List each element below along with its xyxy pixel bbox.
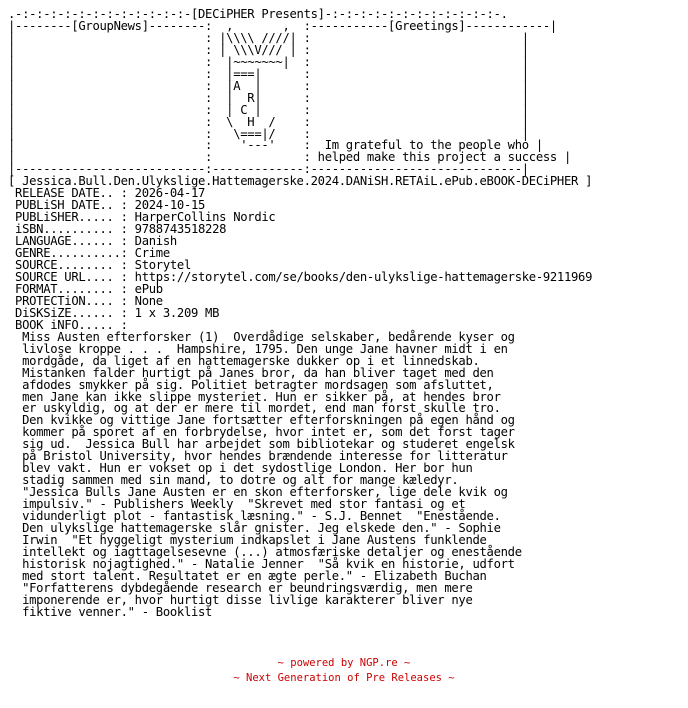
nfo-line: Mistanken falder hurtigt på Janes bror, da han bliver taget med den: [8, 365, 494, 380]
nfo-text-block: [8, 9, 592, 619]
nfo-line: imponerende er, hvor hurtigt disse livlige karakterer bliver nye: [8, 592, 473, 607]
nfo-line: "Jessica Bulls Jane Austen er en skon efterforsker, lige dele kvik og: [8, 485, 508, 500]
nfo-line: |--------[GroupNews]--------: , , :-----------[Greetings]------------|: [8, 18, 557, 33]
nfo-line: PUBLiSHER..... : HarperCollins Nordic: [8, 210, 276, 225]
nfo-line: på Bristol University, hvor hendes brændende interesse for litteratur: [8, 449, 508, 464]
nfo-line: men Jane kan ikke slippe mysteriet. Hun er sikker på, at hendes bror: [8, 389, 501, 404]
nfo-line: livlose kroppe . . . Hampshire, 1795. Den unge Jane havner midt i en: [8, 341, 508, 356]
nfo-line: | : | C | : |: [8, 102, 529, 117]
nfo-line: vidunderligt plot - fantastisk læsning." - S.J. Bennet "Enestående.: [8, 509, 501, 524]
nfo-line: |---------------------------:-------------:------------------------------|: [8, 162, 529, 177]
nfo-line: impulsiv." - Publishers Weekly "Skrevet med stor fantasi og et: [8, 497, 466, 512]
nfo-line: mordgåde, da liget af en hattemagerske dukker op i et linnedskab.: [8, 353, 480, 368]
nfo-line: RELEASE DATE.. : 2026-04-17: [8, 186, 206, 201]
nfo-line: Irwin "Et hyggeligt mysterium indkapslet i Jane Austens funklende: [8, 532, 487, 547]
nfo-line: | : |===| : |: [8, 66, 529, 81]
nfo-line: Den ulykslige hattemagerske slår gnister. Jeg elskede den." - Sophie: [8, 520, 501, 535]
nfo-line: | : | \\\V/// | : |: [8, 42, 529, 57]
nfo-line: stadig sammen med sin mand, to dotre og alt for mange kæledyr.: [8, 473, 459, 488]
nfo-line: iSBN.......... : 9788743518228: [8, 222, 227, 237]
nfo-line: er uskyldig, og at der er mere til mordet, end man forst skulle tro.: [8, 401, 501, 416]
nfo-line: "Forfatterens dybdegående research er beundringsværdig, men mere: [8, 580, 473, 595]
nfo-line: intellekt og iagttagelsesevne (...) atmosfæriske detaljer og enestående: [8, 544, 522, 559]
nfo-line: historisk nojagtighed." - Natalie Jenner "Så kvik en historie, udfort: [8, 556, 515, 571]
nfo-line: FORMAT........ : ePub: [8, 281, 163, 296]
nfo-line: .-:-:-:-:-:-:-:-:-:-:-:-:-[DECiPHER Presents]-:-:-:-:-:-:-:-:-:-:-:-:-.: [8, 7, 508, 21]
nfo-line: | : \ H / : |: [8, 114, 529, 129]
nfo-line: [ Jessica.Bull.Den.Ulykslige.Hattemagerske.2024.DANiSH.RETAiL.ePub.eBOOK-DECiPHER ]: [8, 174, 593, 189]
footer-powered-by: ~ powered by NGP.re ~: [277, 657, 411, 669]
nfo-line: sig ud. Jessica Bull har arbejdet som bibliotekar og studeret engelsk: [8, 437, 515, 452]
nfo-line: PUBLiSH DATE.. : 2024-10-15: [8, 198, 206, 213]
nfo-line: GENRE..........: Crime: [8, 246, 170, 261]
nfo-line: Miss Austen efterforsker (1) Overdådige selskaber, bedårende kyser og: [8, 329, 515, 344]
nfo-line: | : : helped make this project a success |: [8, 150, 572, 165]
nfo-line: | : |~~~~~~~| : |: [8, 54, 529, 69]
nfo-line: PROTECTiON.... : None: [8, 293, 163, 308]
nfo-line: afdodes smykker på sig. Politiet betragter mordsagen som afsluttet,: [8, 377, 494, 392]
nfo-line: SOURCE URL.... : https://storytel.com/se/books/den-ulykslige-hattemagerske-9211969: [8, 269, 593, 284]
nfo-line: blev vakt. Hun er vokset op i det sydostlige London. Her bor hun: [8, 461, 473, 476]
nfo-line: | : \===|/ : |: [8, 126, 529, 141]
nfo-line: med stort talent. Resultatet er en ægte perle." - Elizabeth Buchan: [8, 568, 487, 583]
nfo-line: kommer på sporet af en forbrydelse, hvor intet er, som det forst tager: [8, 425, 515, 440]
nfo-line: | : |A | : |: [8, 78, 529, 93]
footer-tagline: ~ Next Generation of Pre Releases ~: [233, 672, 455, 684]
nfo-line: fiktive venner." - Booklist: [8, 604, 213, 619]
nfo-line: | : | R| : |: [8, 90, 529, 105]
nfo-line: BOOK iNFO..... :: [8, 317, 128, 332]
nfo-line: Den kvikke og vittige Jane fortsætter efterforskningen på egen hånd og: [8, 413, 515, 428]
nfo-line: | : '---' : Im grateful to the people who |: [8, 138, 543, 153]
nfo-line: | : |\\\\ ////| : |: [8, 30, 529, 45]
nfo-line: DiSKSiZE...... : 1 x 3.209 MB: [8, 305, 220, 320]
nfo-line: SOURCE........ : Storytel: [8, 258, 191, 273]
nfo-line: LANGUAGE...... : Danish: [8, 234, 177, 249]
